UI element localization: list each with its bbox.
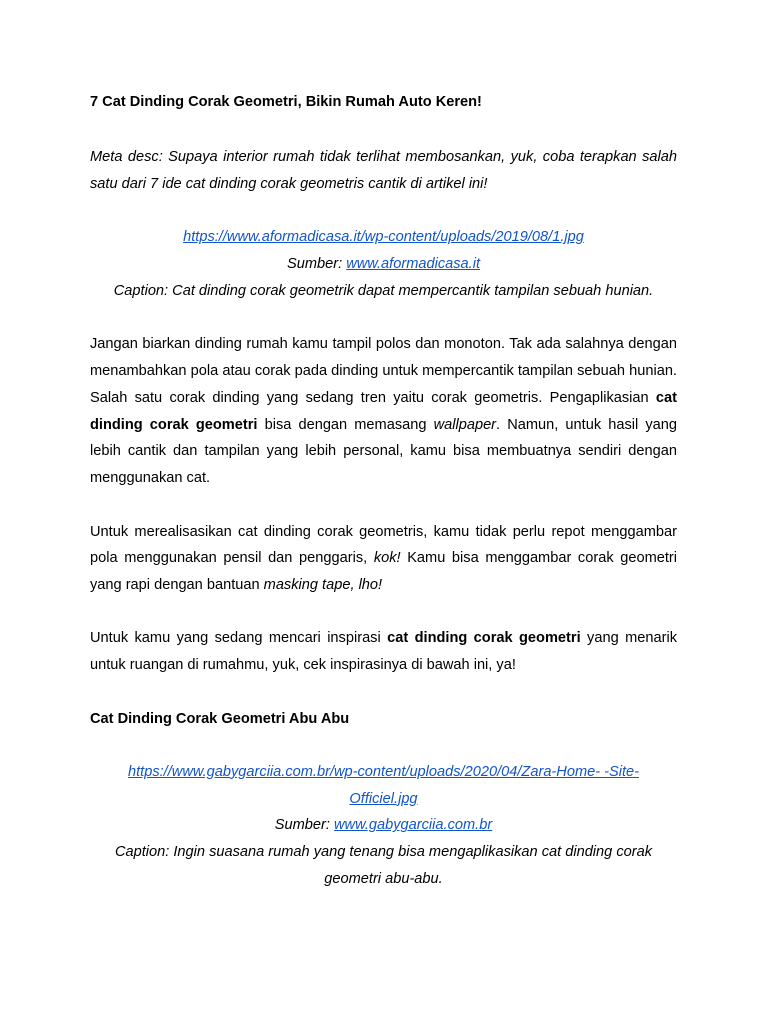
document-page xyxy=(90,89,677,919)
source-label: Sumber: xyxy=(274,817,335,834)
source-link-2[interactable]: www.gabygarciia.com.br xyxy=(334,817,493,834)
bold-keyword: cat dinding corak geometri xyxy=(90,389,677,433)
image-block-1 xyxy=(90,224,677,304)
image-url-link-2-line-2[interactable]: Officiel.jpg xyxy=(349,790,418,807)
bold-keyword: cat dinding corak geometri xyxy=(387,630,581,647)
paragraph-text: yang menarik untuk ruangan di rumahmu, yuk, cek inspirasinya di bawah ini, ya! xyxy=(90,630,677,674)
image-caption-1: Caption: Cat dinding corak geometrik dapat mempercantik tampilan sebuah hunian. xyxy=(113,282,654,299)
paragraph-text: Jangan biarkan dinding rumah kamu tampil polos dan monoton. Tak ada salahnya dengan menambahkan pola atau corak pada dinding untuk mempercantik tampilan sebuah hunian. Salah satu corak dinding yang sedang tren yaitu corak geometris. Pengaplikasian xyxy=(90,336,677,406)
paragraph-text: Kamu bisa menggambar corak geometri yang rapi dengan bantuan xyxy=(90,550,678,594)
paragraph-text: bisa dengan memasang xyxy=(257,416,434,433)
paragraph-text: . Namun, untuk hasil yang lebih cantik dan tampilan yang lebih personal, kamu bisa membuatnya sendiri dengan menggunakan cat. xyxy=(90,416,677,487)
meta-description: Meta desc: Supaya interior rumah tidak terlihat membosankan, yuk, coba terapkan salah satu dari 7 ide cat dinding corak geometris cantik di artikel ini! xyxy=(90,148,677,192)
italic-term: masking tape, lho! xyxy=(263,577,383,594)
image-block-2 xyxy=(90,759,677,893)
italic-term: wallpaper xyxy=(433,416,497,433)
italic-term: kok! xyxy=(373,550,401,567)
paragraph-text: Untuk kamu yang sedang mencari inspirasi xyxy=(90,630,388,647)
image-caption-2-line-1: Caption: Ingin suasana rumah yang tenang bisa mengaplikasikan cat dinding corak xyxy=(114,844,653,861)
image-source-1 xyxy=(90,251,677,278)
body-paragraph-3 xyxy=(90,625,677,679)
source-link-1[interactable]: www.aformadicasa.it xyxy=(346,256,481,273)
body-paragraph-2 xyxy=(90,519,677,599)
paragraph-text: Untuk merealisasikan cat dinding corak geometris, kamu tidak perlu repot menggambar pola menggunakan pensil dan penggaris, xyxy=(90,523,677,567)
image-url-link-2-line-1[interactable]: https://www.gabygarciia.com.br/wp-content/uploads/2020/04/Zara-Home- -Site- xyxy=(127,763,640,780)
article-title: 7 Cat Dinding Corak Geometri, Bikin Rumah Auto Keren! xyxy=(90,94,482,110)
image-url-link-1[interactable]: https://www.aformadicasa.it/wp-content/uploads/2019/08/1.jpg xyxy=(183,229,584,246)
image-caption-2-line-2: geometri abu-abu. xyxy=(324,871,443,888)
body-paragraph-1 xyxy=(90,331,677,492)
source-label: Sumber: xyxy=(286,256,347,273)
image-source-2 xyxy=(90,812,677,839)
section-heading: Cat Dinding Corak Geometri Abu Abu xyxy=(90,710,350,727)
